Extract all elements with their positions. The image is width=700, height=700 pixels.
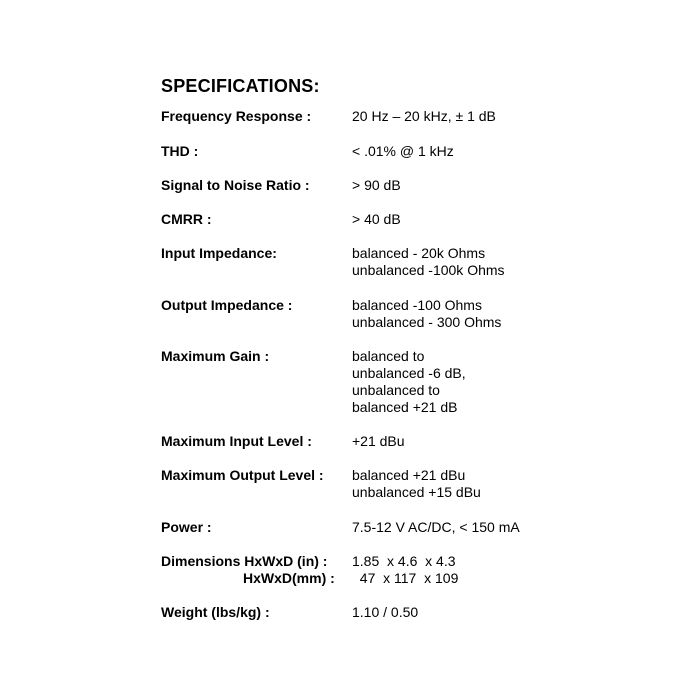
spec-value — [352, 553, 458, 587]
spec-value-line: balanced to — [352, 348, 425, 364]
spec-label: Maximum Input Level : — [161, 433, 312, 449]
spec-label: Input Impedance: — [161, 245, 277, 261]
spec-value — [352, 245, 505, 279]
spec-value-line: balanced -100 Ohms — [352, 297, 482, 313]
spec-label: Signal to Noise Ratio : — [161, 177, 310, 193]
spec-value — [352, 519, 520, 536]
spec-value — [352, 467, 481, 501]
spec-value-line: unbalanced -100k Ohms — [352, 262, 505, 278]
spec-value-line: balanced +21 dB — [352, 399, 458, 415]
spec-value-line: > 40 dB — [352, 211, 401, 227]
spec-label: Maximum Output Level : — [161, 467, 324, 483]
spec-value — [352, 433, 405, 450]
spec-label: Power : — [161, 519, 212, 535]
spec-value-line: 20 Hz – 20 kHz, ± 1 dB — [352, 108, 496, 124]
spec-value-line: balanced +21 dBu — [352, 467, 466, 483]
spec-value-line: unbalanced +15 dBu — [352, 484, 481, 500]
spec-label: Maximum Gain : — [161, 348, 270, 364]
spec-label: Output Impedance : — [161, 297, 293, 313]
spec-value — [352, 143, 454, 160]
spec-value-line: unbalanced - 300 Ohms — [352, 314, 502, 330]
spec-value-line: < .01% @ 1 kHz — [352, 143, 454, 159]
spec-label: Dimensions HxWxD (in) : — [161, 553, 328, 569]
spec-value — [352, 604, 418, 621]
spec-value-line: > 90 dB — [352, 177, 401, 193]
spec-value-line: 1.10 / 0.50 — [352, 604, 419, 620]
spec-label-secondary: HxWxD(mm) : — [243, 570, 335, 586]
page-title: SPECIFICATIONS: — [161, 76, 320, 96]
spec-label: Weight (lbs/kg) : — [161, 604, 270, 620]
spec-value-line: 7.5-12 V AC/DC, < 150 mA — [352, 519, 520, 535]
spec-value-line: 47 x 117 x 109 — [352, 570, 459, 586]
spec-value — [352, 211, 401, 228]
spec-value — [352, 108, 496, 125]
spec-value-line: unbalanced to — [352, 382, 440, 398]
spec-value-line: 1.85 x 4.6 x 4.3 — [352, 553, 456, 569]
spec-value — [352, 297, 501, 331]
spec-value — [352, 348, 466, 416]
spec-value — [352, 177, 401, 194]
spec-value-line: +21 dBu — [352, 433, 405, 449]
spec-label: THD : — [161, 143, 199, 159]
spec-label: Frequency Response : — [161, 108, 312, 124]
spec-value-line: balanced - 20k Ohms — [352, 245, 486, 261]
spec-label: CMRR : — [161, 211, 212, 227]
spec-value-line: unbalanced -6 dB, — [352, 365, 466, 381]
